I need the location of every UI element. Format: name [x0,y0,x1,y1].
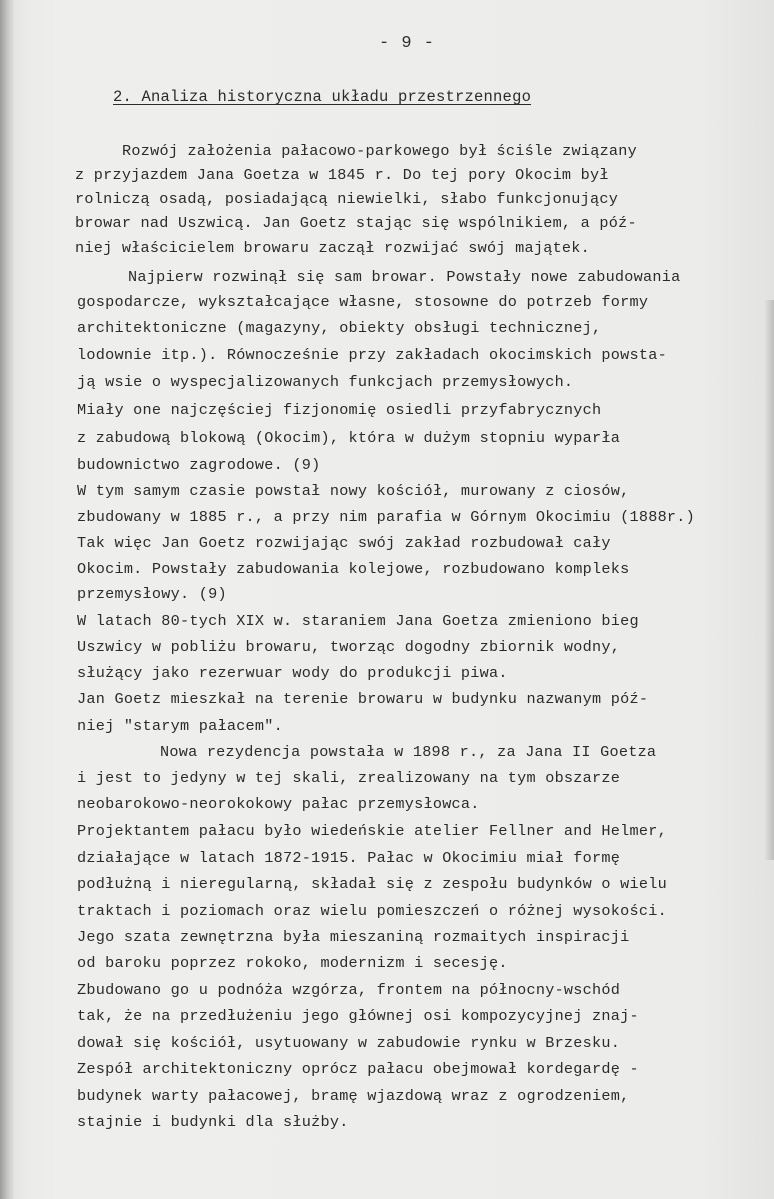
text-line: browar nad Uszwicą. Jan Goetz stając się wspólnikiem, a póź- [75,214,637,232]
text-line: lodownie itp.). Równocześnie przy zakładach okocimskich powsta- [77,346,667,364]
text-line: Uszwicy w pobliżu browaru, tworząc dogodny zbiornik wodny, [77,638,621,656]
text-line: z zabudową blokową (Okocim), która w dużym stopniu wyparła [77,429,621,447]
text-line: służący jako rezerwuar wody do produkcji piwa. [77,664,508,682]
text-line: Okocim. Powstały zabudowania kolejowe, rozbudowano kompleks [77,560,630,578]
text-line: przemysłowy. (9) [77,585,227,603]
text-line: z przyjazdem Jana Goetza w 1845 r. Do tej pory Okocim był [75,166,609,184]
text-line: Tak więc Jan Goetz rozwijając swój zakład rozbudował cały [77,534,611,552]
text-line: Jego szata zewnętrzna była mieszaniną rozmaitych inspiracji [77,928,630,946]
text-line: tak, że na przedłużeniu jego głównej osi kompozycyjnej znaj- [77,1007,639,1025]
text-line: rolniczą osadą, posiadającą niewielki, słabo funkcjonujący [75,190,619,208]
text-line: budynek warty pałacowej, bramę wjazdową wraz z ogrodzeniem, [77,1087,630,1105]
text-line: Nowa rezydencja powstała w 1898 r., za Jana II Goetza [160,743,657,761]
text-line: architektoniczne (magazyny, obiekty obsługi technicznej, [77,319,602,337]
binding-edge [0,0,14,1199]
text-line: i jest to jedyny w tej skali, zrealizowany na tym obszarze [77,769,621,787]
text-line: niej właścicielem browaru zaczął rozwijać swój majątek. [75,239,591,257]
scan-edge-shadow [764,300,774,860]
text-line: stajnie i budynki dla służby. [77,1113,349,1131]
page-number: - 9 - [378,34,435,53]
text-line: Najpierw rozwinął się sam browar. Powstały nowe zabudowania [128,268,681,286]
text-line: ją wsie o wyspecjalizowanych funkcjach przemysłowych. [77,373,574,391]
text-line: od baroku poprzez rokoko, modernizm i secesję. [77,954,508,972]
text-line: budownictwo zagrodowe. (9) [77,456,321,474]
text-line: zbudowany w 1885 r., a przy nim parafia w Górnym Okocimiu (1888r.) [77,508,696,526]
text-line: gospodarcze, wykształcające własne, stosowne do potrzeb formy [77,293,649,311]
section-heading: 2. Analiza historyczna układu przestrzennego [113,88,532,106]
text-line: W latach 80-tych XIX w. staraniem Jana Goetza zmieniono bieg [77,612,639,630]
text-line: Jan Goetz mieszkał na terenie browaru w budynku nazwanym póź- [77,690,649,708]
text-line: traktach i poziomach oraz wielu pomieszczeń o różnej wysokości. [77,902,667,920]
text-line: Projektantem pałacu było wiedeńskie atelier Fellner and Helmer, [77,822,667,840]
text-line: Zespół architektoniczny oprócz pałacu obejmował kordegardę - [77,1060,639,1078]
text-line: neobarokowo-neorokokowy pałac przemysłowca. [77,795,480,813]
text-line: dował się kościół, usytuowany w zabudowie rynku w Brzesku. [77,1034,621,1052]
text-line: niej "starym pałacem". [77,717,284,735]
text-line: działające w latach 1872-1915. Pałac w Okocimiu miał formę [77,849,621,867]
text-line: Zbudowano go u podnóża wzgórza, frontem na północny-wschód [77,981,621,999]
text-line: podłużną i nieregularną, składał się z zespołu budynków o wielu [77,875,667,893]
text-line: Miały one najczęściej fizjonomię osiedli przyfabrycznych [77,401,602,419]
text-line: W tym samym czasie powstał nowy kościół, murowany z ciosów, [77,482,630,500]
text-line: Rozwój założenia pałacowo-parkowego był ściśle związany [122,142,638,160]
